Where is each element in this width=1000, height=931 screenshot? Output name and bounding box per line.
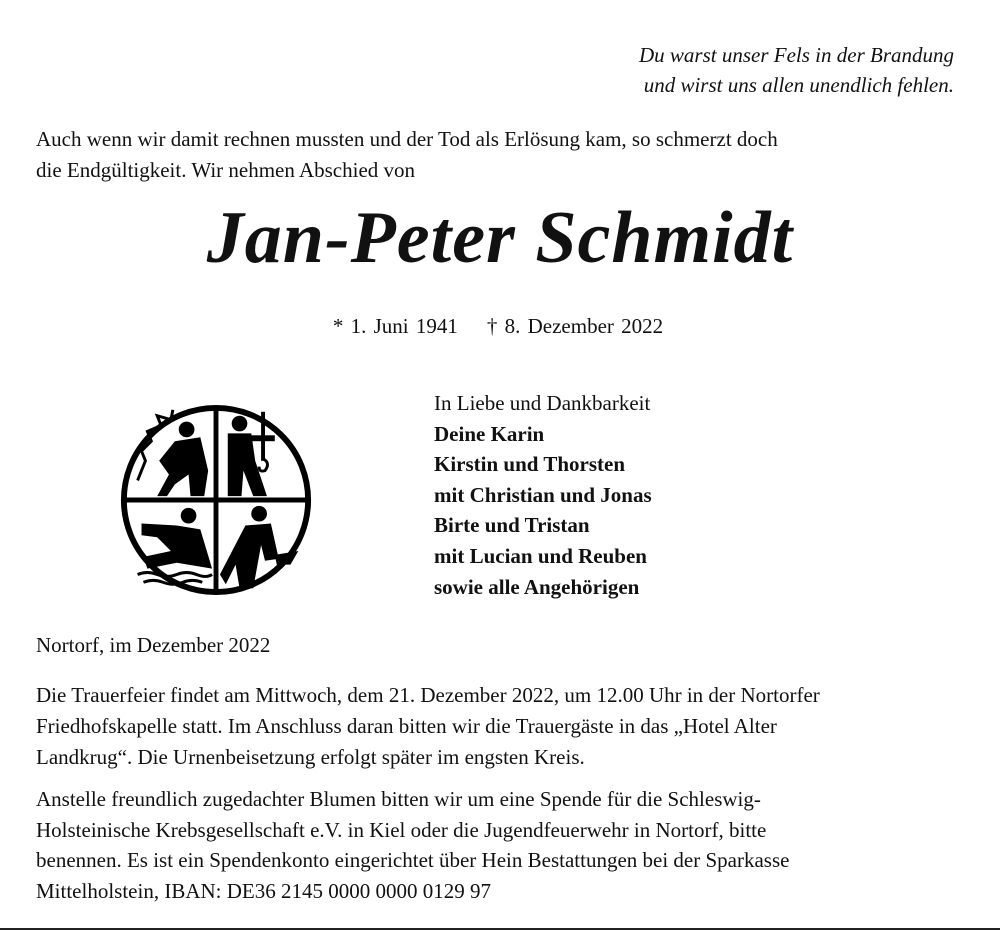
mourner: Birte und Tristan xyxy=(434,513,590,538)
funeral-info xyxy=(36,680,820,773)
quote-line: und wirst uns allen unendlich fehlen. xyxy=(643,73,954,97)
place-date: Nortorf, im Dezember 2022 xyxy=(36,633,271,657)
life-dates xyxy=(0,314,996,339)
deceased-name: Jan-Peter Schmidt xyxy=(206,197,794,279)
donation-line: Holsteinische Krebsgesellschaft e.V. in Kiel oder die Jugendfeuerwehr in Nortorf, bitte xyxy=(36,817,767,842)
donation-info xyxy=(36,784,789,906)
mourner: sowie alle Angehörigen xyxy=(434,574,640,599)
intro-line: Auch wenn wir damit rechnen mussten und der Tod als Erlösung kam, so schmerzt doch xyxy=(36,127,778,151)
donation-line: Anstelle freundlich zugedachter Blumen bitten wir um eine Spende für die Schleswig- xyxy=(36,787,761,811)
intro-text xyxy=(36,124,778,186)
funeral-line: Friedhofskapelle statt. Im Anschluss daran bitten wir die Trauergäste in das „Hotel Alter xyxy=(36,714,777,738)
birth-date: * 1. Juni 1941 xyxy=(332,314,458,338)
donation-line: benennen. Es ist ein Spendenkonto eingerichtet über Hein Bestattungen bei der Sparkasse xyxy=(36,848,790,872)
mourner: Deine Karin xyxy=(434,421,545,446)
quote xyxy=(639,40,954,100)
funeral-line: Die Trauerfeier findet am Mittwoch, dem 21. Dezember 2022, um 12.00 Uhr in der Nortorfer xyxy=(36,683,820,707)
donation-line: Mittelholstein, IBAN: DE36 2145 0000 0000 0129 97 xyxy=(36,878,491,903)
quote-line: Du warst unser Fels in der Brandung xyxy=(639,43,954,67)
fire-brigade-emblem-icon xyxy=(118,402,314,598)
mourner: Kirstin und Thorsten xyxy=(434,452,625,477)
funeral-line: Landkrug“. Die Urnenbeisetzung erfolgt später im engsten Kreis. xyxy=(36,745,585,769)
mourners-intro: In Liebe und Dankbarkeit xyxy=(434,391,651,415)
mourner: mit Christian und Jonas xyxy=(434,482,652,507)
bottom-border xyxy=(0,928,1000,930)
intro-line: die Endgültigkeit. Wir nehmen Abschied von xyxy=(36,158,416,182)
death-date: † 8. Dezember 2022 xyxy=(486,314,664,338)
mourners-list xyxy=(434,388,652,602)
mourner: mit Lucian und Reuben xyxy=(434,543,647,568)
